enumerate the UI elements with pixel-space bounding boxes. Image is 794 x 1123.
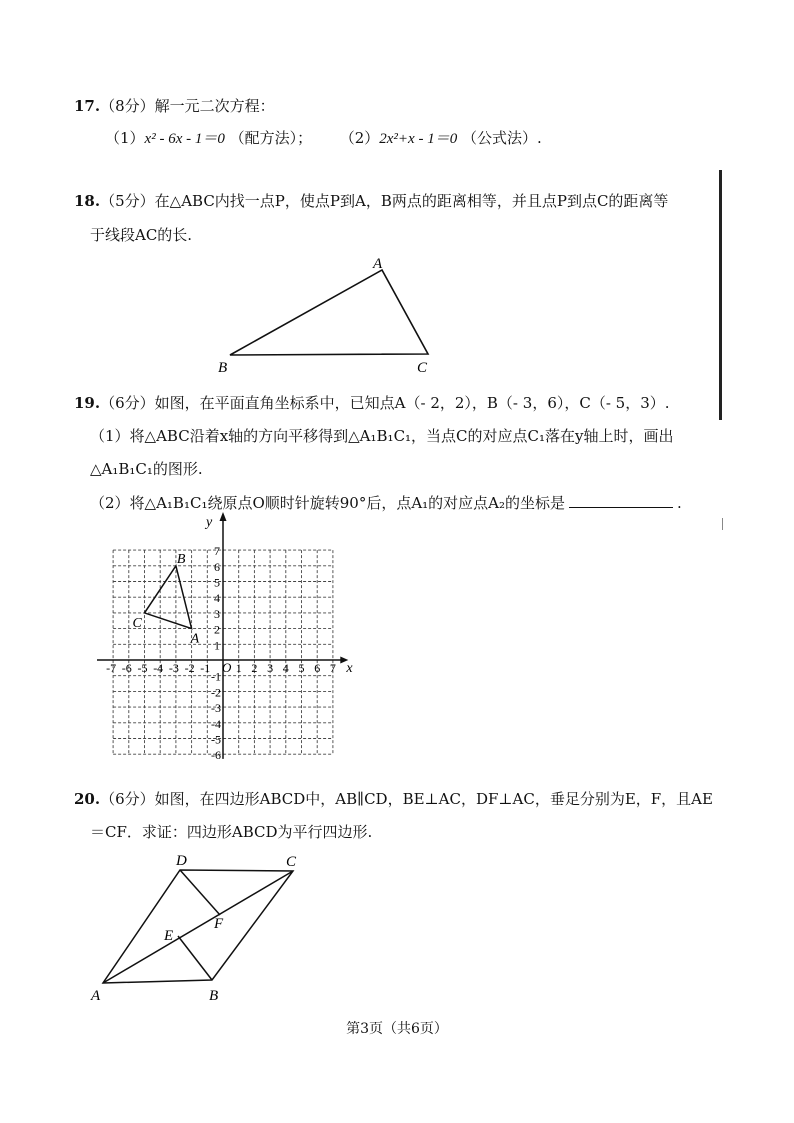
q18-stem-line1 (74, 191, 668, 211)
x-tick-label: -4 (153, 661, 164, 675)
q19-number: 19. (74, 394, 101, 412)
q18-triangle-figure (210, 250, 450, 378)
q17-p1-expression: x² - 6x - 1＝0 (144, 131, 225, 147)
x-tick-label: 1 (235, 661, 242, 675)
q19-p1-line1: （1）将△ABC沿着x轴的方向平移得到△A₁B₁C₁，当点C的对应点C₁落在y轴上时，画出 (90, 427, 674, 445)
q17-score: （8分） (100, 97, 155, 115)
q20-number: 20. (74, 790, 101, 808)
x-tick-label: 6 (314, 661, 321, 675)
diagonal-ac (103, 871, 293, 983)
q19-p1-line2: △A₁B₁C₁的图形. (90, 460, 203, 478)
x-tick-label: 2 (251, 661, 258, 675)
q19-label-a: A (190, 631, 200, 647)
page-footer: 第3页（共6页） (346, 1021, 448, 1037)
q17-text: 解一元二次方程： (154, 97, 275, 115)
y-tick-label: 4 (214, 591, 220, 606)
q17-number: 17. (74, 97, 101, 115)
x-tick-label: 4 (282, 661, 289, 675)
coordinate-grid-figure (95, 512, 375, 774)
y-tick-label: -3 (211, 701, 221, 716)
y-axis-label: y (206, 515, 213, 530)
q20-stem-line2: ＝CF．求证：四边形ABCD为平行四边形. (90, 823, 373, 841)
q18-label-b: B (218, 360, 228, 376)
q17-p1-label: （1） (105, 129, 145, 147)
x-tick-label: 3 (267, 661, 274, 675)
q17-p2-method: （公式法）. (461, 129, 542, 147)
q17-p2-label: （2） (339, 129, 380, 147)
margin-rule (719, 170, 722, 420)
x-tick-label: -7 (106, 661, 117, 675)
q19-p2 (90, 493, 682, 513)
q17-p2-expression: 2x²+x - 1＝0 (379, 131, 458, 147)
y-tick-label: -1 (211, 669, 221, 684)
y-tick-label: -5 (211, 732, 221, 747)
q17-stem (74, 96, 275, 116)
y-tick-label: 1 (214, 638, 220, 653)
q20-parallelogram-figure (88, 850, 313, 1005)
x-tick-label: -6 (121, 661, 132, 675)
q20-label-d: D (176, 853, 187, 869)
x-tick-label: 5 (298, 661, 305, 675)
y-tick-label: 5 (214, 575, 220, 590)
q20-label-e: E (164, 928, 174, 944)
y-tick-label: -4 (211, 716, 221, 731)
segment-df (180, 870, 220, 915)
x-tick-label: -2 (184, 661, 195, 675)
q18-label-c: C (417, 360, 428, 376)
origin-label: O (222, 660, 232, 675)
q18-score: （5分） (100, 192, 155, 210)
q19-text: 如图，在平面直角坐标系中，已知点A（- 2，2），B（- 3，6），C（- 5，3）. (154, 394, 670, 412)
q20-label-c: C (286, 854, 297, 870)
y-tick-label: -2 (211, 685, 221, 700)
y-tick-label: 6 (214, 559, 220, 574)
q18-number: 18. (74, 192, 101, 210)
parallelogram-abcd (103, 870, 293, 983)
q19-score: （6分） (100, 394, 155, 412)
q19-p2-end: . (677, 494, 682, 512)
y-tick-label: 2 (214, 622, 220, 637)
q18-text: 在△ABC内找一点P，使点P到A，B两点的距离相等，并且点P到点C的距离等 (154, 192, 669, 210)
x-tick-label: 7 (329, 661, 336, 675)
q19-p2-text: （2）将△A₁B₁C₁绕原点O顺时针旋转90°后，点A₁的对应点A₂的坐标是 (90, 494, 566, 512)
q18-label-a: A (373, 256, 383, 272)
q19-stem (74, 393, 670, 413)
margin-tick (722, 518, 723, 530)
axes (97, 512, 348, 759)
q20-label-b: B (209, 988, 219, 1004)
q20-text: 如图，在四边形ABCD中，AB∥CD，BE⊥AC，DF⊥AC，垂足分别为E，F，且AE (154, 790, 713, 808)
q19-label-c: C (132, 615, 142, 631)
segment-be (178, 936, 212, 980)
q18-stem-line2: 于线段AC的长. (90, 226, 193, 244)
y-tick-label: -6 (211, 748, 221, 763)
q17-parts (105, 128, 542, 149)
q20-score: （6分） (100, 790, 155, 808)
q20-label-a: A (91, 988, 101, 1004)
answer-blank[interactable] (569, 493, 673, 508)
q17-p1-method: （配方法）； (229, 129, 313, 147)
x-tick-label: -5 (137, 661, 148, 675)
x-tick-label: -3 (168, 661, 179, 675)
triangle-abc (230, 270, 428, 355)
q20-label-f: F (214, 916, 224, 932)
x-tick-label: -1 (200, 661, 211, 675)
q19-label-b: B (176, 551, 186, 567)
x-axis-label: x (346, 661, 353, 676)
y-tick-label: 3 (214, 606, 220, 621)
q20-stem-line1 (74, 789, 713, 809)
y-axis-arrow (220, 512, 227, 521)
y-tick-label: 7 (214, 544, 220, 559)
